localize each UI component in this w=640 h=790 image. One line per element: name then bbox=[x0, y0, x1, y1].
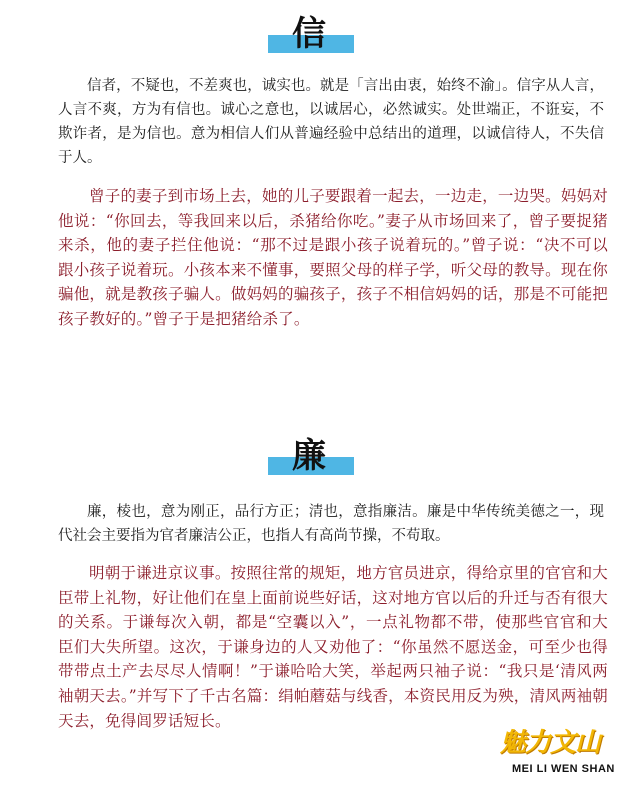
section-header-lian bbox=[0, 434, 640, 484]
logo: 魅力文山 bbox=[500, 728, 601, 758]
section-intro: 信者，不疑也，不差爽也，诚实也。就是「言出由衷，始终不渝」。信字从人言，人言不爽，方为有信也。诚心之意也，以诚居心，必然诚实。处世端正，不诳妄，不欺诈者，是为信也。意为相信人们从普遍经验中总结出的道理，以诚信待人，不失信于人。 bbox=[58, 78, 604, 166]
section-intro: 廉，棱也，意为刚正，品行方正；清也，意指廉洁。廉是中华传统美德之一，现代社会主要指为官者廉洁公正，也指人有高尚节操，不苟取。 bbox=[58, 504, 604, 544]
section-title: 信 bbox=[292, 14, 326, 54]
section-story: 曾子的妻子到市场上去，她的儿子要跟着一起去，一边走，一边哭。妈妈对他说：“你回去，等我回来以后，杀猪给你吃。”妻子从市场回来了，曾子要捉猪来杀，他的妻子拦住他说：“那不过是跟小孩子说着玩的。”曾子说：“决不可以跟小孩子说着玩。小孩本来不懂事，要照父母的样子学，听父母的教导。现在你骗他，就是教孩子骗人。做妈妈的骗孩子，孩子不相信妈妈的话，那是不可能把孩子教好的。”曾子于是把猪给杀了。 bbox=[58, 187, 608, 328]
logo-subtitle: MEI LI WEN SHAN bbox=[512, 763, 615, 775]
section-title: 廉 bbox=[292, 436, 326, 476]
section-header-xin bbox=[0, 12, 640, 62]
section-story: 明朝于谦进京议事。按照往常的规矩，地方官员进京，得给京里的官官和大臣带上礼物，好让他们在皇上面前说些好话，这对地方官以后的升迁与否有很大的关系。于谦每次入朝，都是“空囊以入”，一点礼物都不带，使那些官官和大臣们大失所望。这次，于谦身边的人又劝他了：“你虽然不愿送金，可至少也得带带点土产去尽尽人情啊！”于谦哈哈大笑，举起两只袖子说：“我只是‘清风两袖朝天去。”并写下了千古名篇：绢帕蘑菇与线香，本资民用反为殃，清风两袖朝天去，免得闾罗话短长。 bbox=[58, 564, 608, 730]
